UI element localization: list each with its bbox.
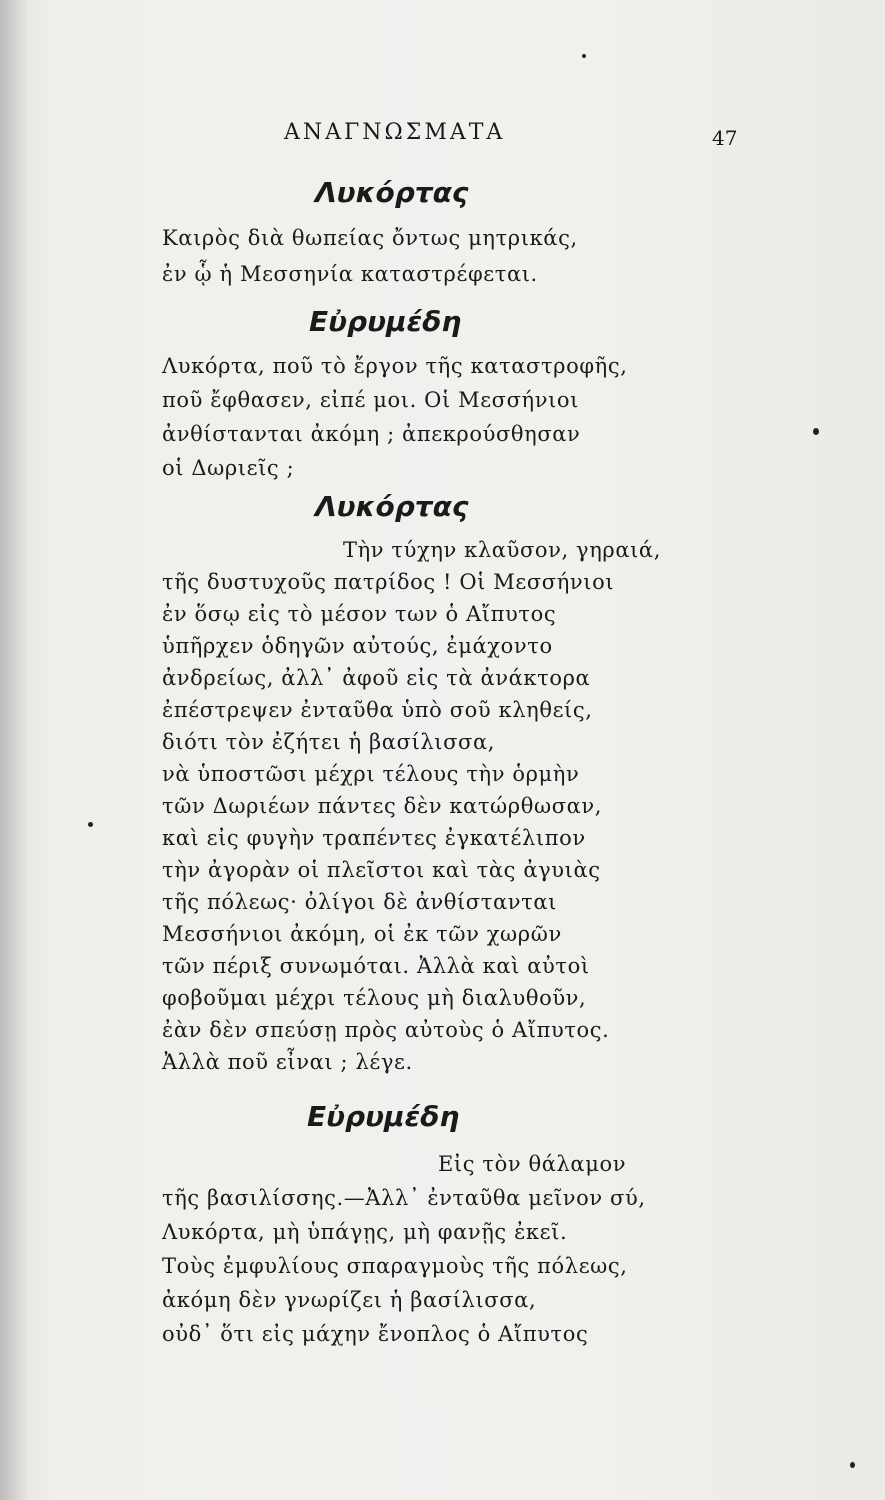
verse-line: τῆς δυστυχοῦς πατρίδος ! Οἱ Μεσσήνιοι — [162, 570, 615, 594]
verse-line: ὑπῆρχεν ὁδηγῶν αὐτούς, ἐμάχοντο — [162, 634, 553, 658]
scan-speck — [582, 54, 586, 58]
speaker-heading: Εὐρυμέδη — [309, 305, 462, 338]
verse-line: φοβοῦμαι μέχρι τέλους μὴ διαλυθοῦν, — [162, 986, 587, 1010]
verse-line: ἐὰν δὲν σπεύσῃ πρὸς αὐτοὺς ὁ Αἴπυτος. — [162, 1018, 610, 1042]
verse-line: ἀνδρείως, ἀλλ᾽ ἀφοῦ εἰς τὰ ἀνάκτορα — [162, 666, 591, 690]
speaker-heading: Λυκόρτας — [315, 176, 469, 209]
verse-line: ποῦ ἔφθασεν, εἰπέ μοι. Οἱ Μεσσήνιοι — [162, 388, 579, 412]
verse-line: ἐπέστρεψεν ἐνταῦθα ὑπὸ σοῦ κληθείς, — [162, 698, 593, 722]
verse-line: Λυκόρτα, μὴ ὑπάγῃς, μὴ φανῇς ἐκεῖ. — [162, 1220, 568, 1244]
verse-line: οὐδ᾽ ὅτι εἰς μάχην ἔνοπλος ὁ Αἴπυτος — [162, 1322, 589, 1346]
verse-line: νὰ ὑποστῶσι μέχρι τέλους τὴν ὁρμὴν — [162, 762, 580, 786]
verse-line: ἐν ᾧ ἡ Μεσσηνία καταστρέφεται. — [162, 262, 538, 286]
verse-line: τῆς πόλεως· ὀλίγοι δὲ ἀνθίστανται — [162, 890, 557, 914]
verse-line: Τὴν τύχην κλαῦσον, γηραιά, — [343, 538, 661, 562]
verse-line: τῆς βασιλίσσης.—Ἀλλ᾽ ἐνταῦθα μεῖνον σύ, — [162, 1186, 646, 1210]
verse-line: τὴν ἀγορὰν οἱ πλεῖστοι καὶ τὰς ἀγυιὰς — [162, 858, 601, 882]
verse-line: οἱ Δωριεῖς ; — [162, 456, 295, 480]
verse-line: Εἰς τὸν θάλαμον — [438, 1152, 627, 1176]
verse-line: ἀκόμη δὲν γνωρίζει ἡ βασίλισσα, — [162, 1288, 537, 1312]
verse-line: Καιρὸς διὰ θωπείας ὄντως μητρικάς, — [162, 226, 578, 250]
scan-speck — [88, 822, 93, 827]
verse-line: καὶ εἰς φυγὴν τραπέντες ἐγκατέλιπον — [162, 826, 586, 850]
verse-line: διότι τὸν ἐζήτει ἡ βασίλισσα, — [162, 730, 496, 754]
speaker-heading: Εὐρυμέδη — [307, 1100, 460, 1133]
scan-speck — [813, 428, 819, 435]
verse-line: Μεσσήνιοι ἀκόμη, οἱ ἐκ τῶν χωρῶν — [162, 922, 562, 946]
speaker-heading: Λυκόρτας — [315, 490, 469, 523]
verse-line: τῶν πέριξ συνωμόται. Ἀλλὰ καὶ αὐτοὶ — [162, 954, 590, 978]
verse-line: ἀνθίστανται ἀκόμη ; ἀπεκρούσθησαν — [162, 422, 581, 446]
spine-shadow — [0, 0, 28, 1500]
verse-line: Λυκόρτα, ποῦ τὸ ἔργον τῆς καταστροφῆς, — [162, 354, 628, 378]
verse-line: τῶν Δωριέων πάντες δὲν κατώρθωσαν, — [162, 794, 603, 818]
verse-line: Τοὺς ἐμφυλίους σπαραγμοὺς τῆς πόλεως, — [162, 1254, 628, 1278]
running-head: ΑΝΑΓΝΩΣΜΑΤΑ — [284, 120, 506, 145]
page-number: 47 — [712, 126, 738, 150]
verse-line: ἐν ὅσῳ εἰς τὸ μέσον των ὁ Αἴπυτος — [162, 602, 557, 626]
verse-line: Ἀλλὰ ποῦ εἶναι ; λέγε. — [162, 1050, 413, 1074]
scan-speck — [850, 1462, 855, 1468]
